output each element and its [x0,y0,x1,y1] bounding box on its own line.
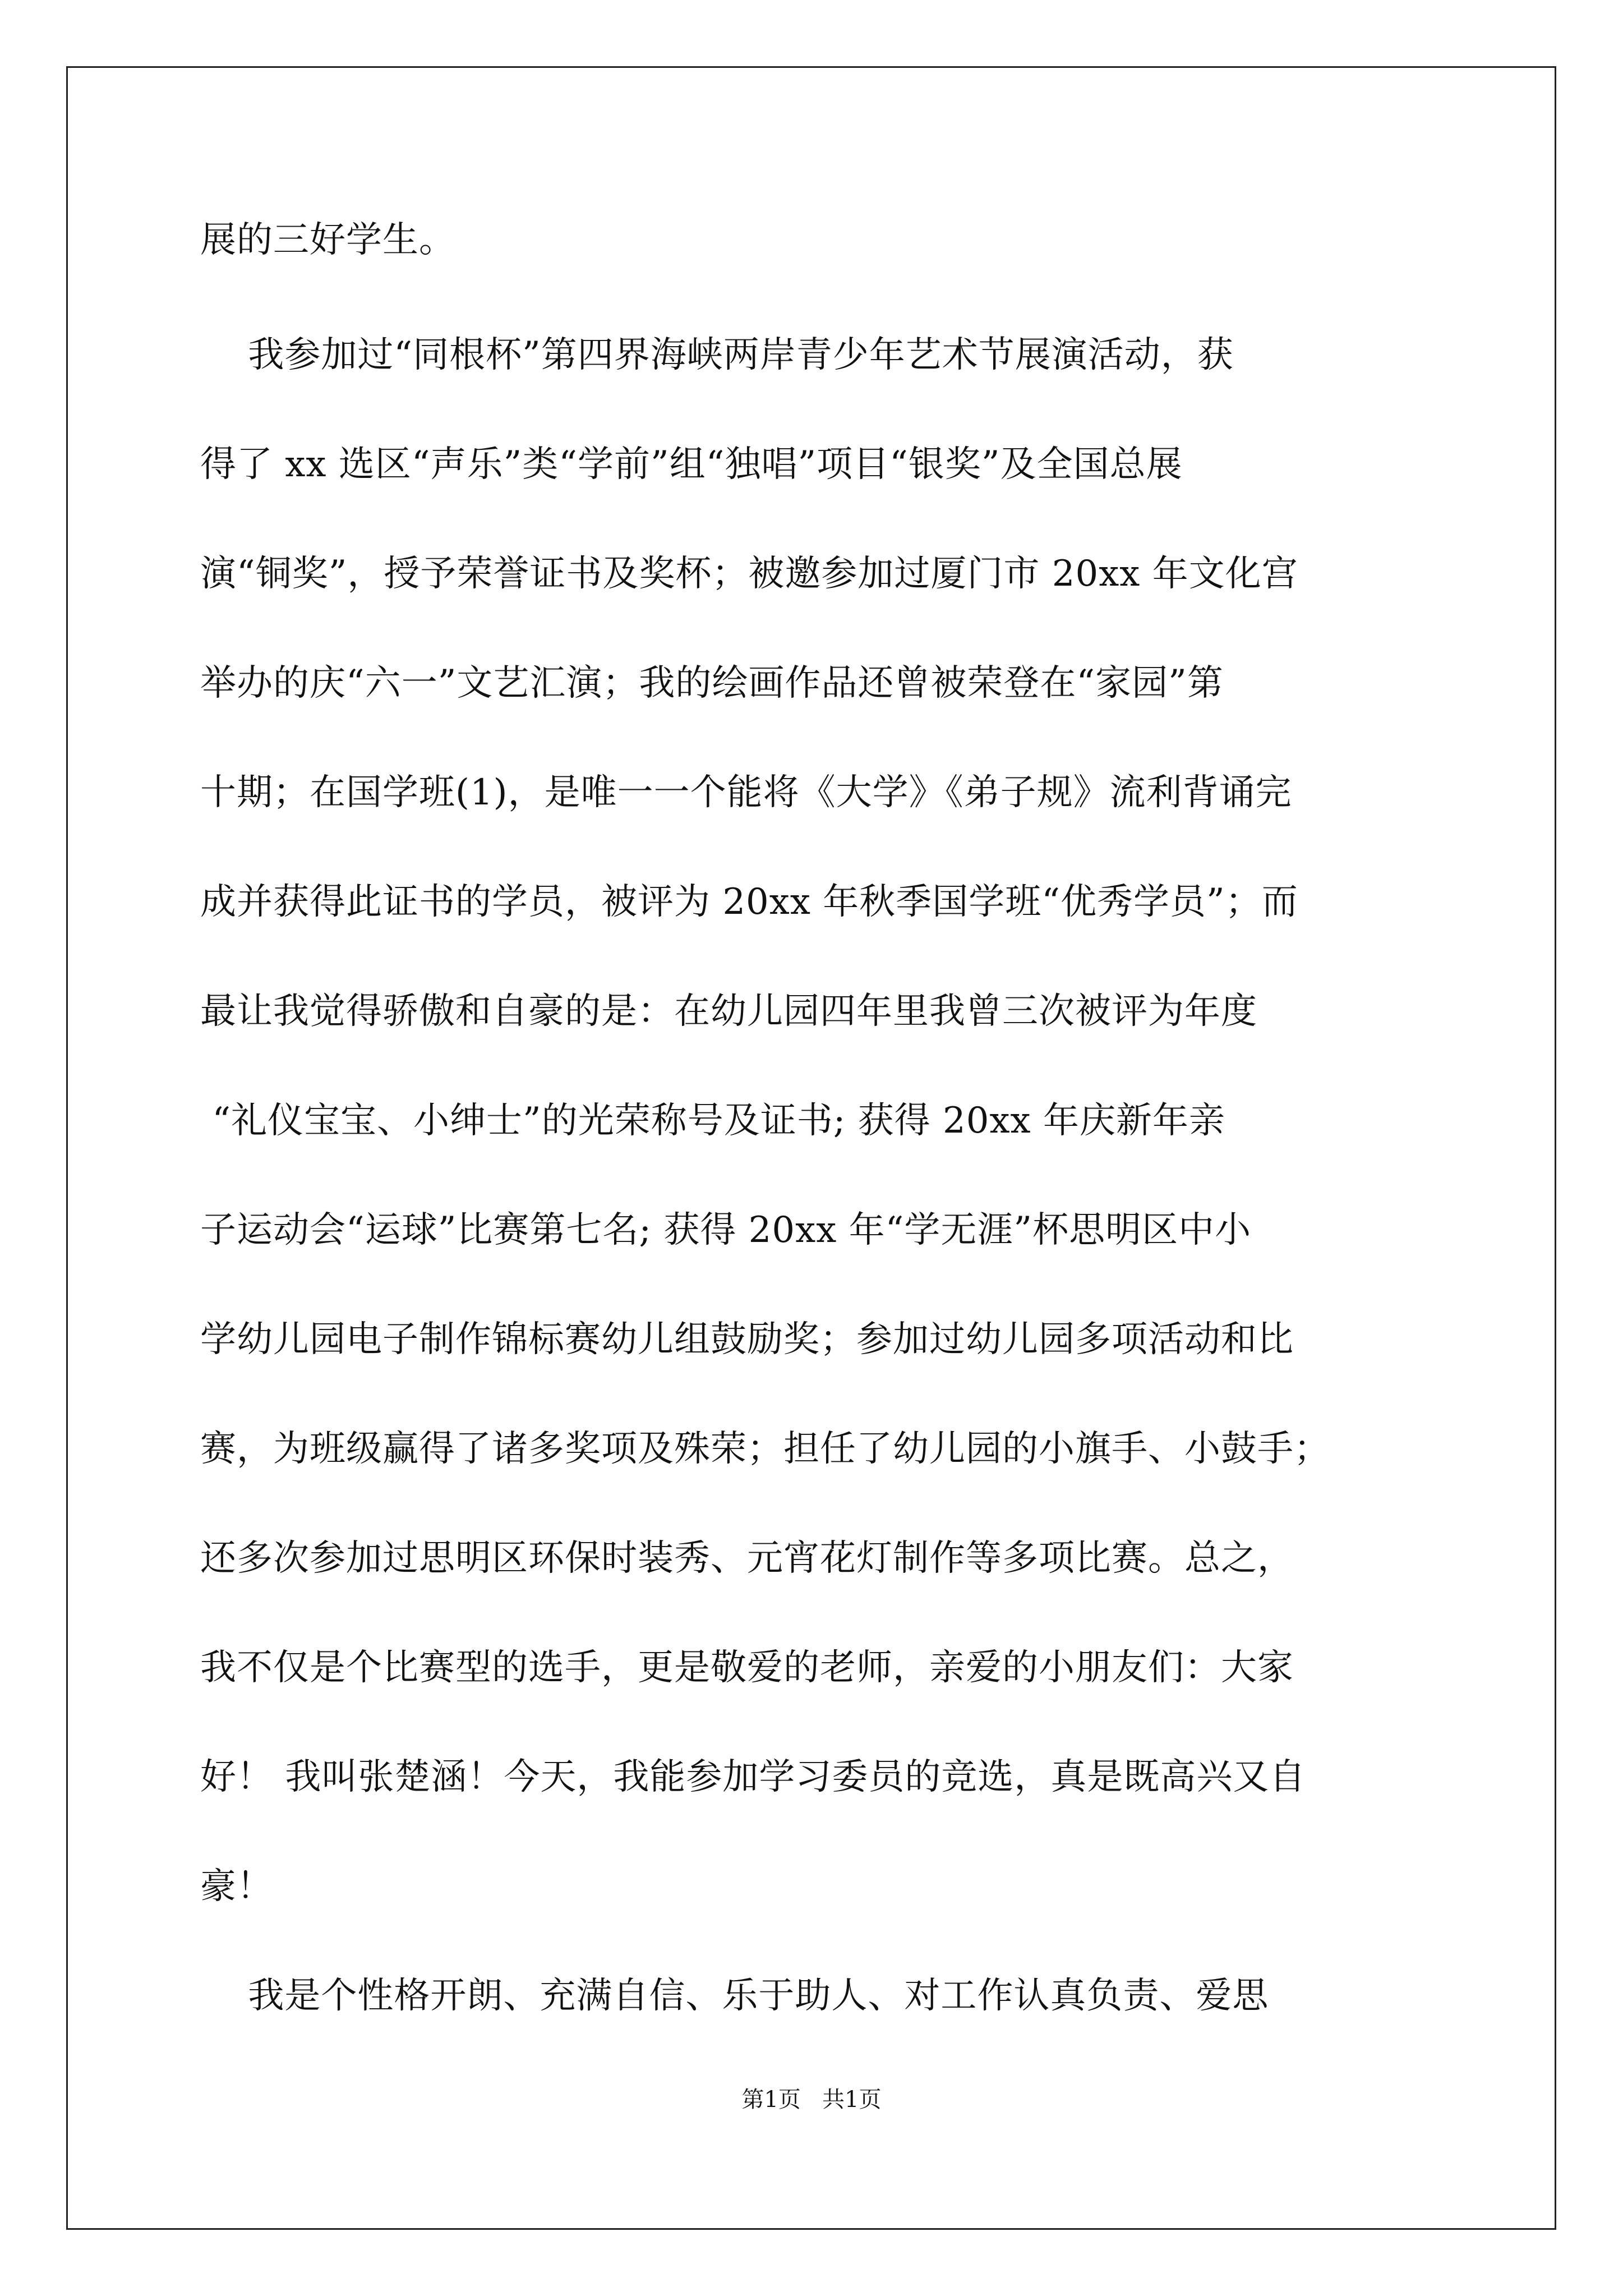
text-line: 赛，为班级赢得了诸多奖项及殊荣；担任了幼儿园的小旗手、小鼓手； [200,1428,1330,1470]
text-line: 学幼儿园电子制作锦标赛幼儿组鼓励奖；参加过幼儿园多项活动和比 [200,1319,1294,1360]
text-line: 十期；在国学班(1)，是唯一一个能将《大学》《弟子规》流利背诵完 [200,772,1292,813]
text-line: 我是个性格开朗、充满自信、乐于助人、对工作认真负责、爱思 [200,1975,1269,2017]
text-line: 最让我觉得骄傲和自豪的是：在幼儿园四年里我曾三次被评为年度 [200,991,1257,1032]
text-line: 成并获得此证书的学员，被评为 20xx 年秋季国学班“优秀学员”；而 [200,881,1298,923]
text-line: 演“铜奖”，授予荣誉证书及奖杯；被邀参加过厦门市 20xx 年文化宫 [200,553,1298,595]
text-line: 子运动会“运球”比赛第七名; 获得 20xx 年“学无涯”杯思明区中小 [200,1209,1252,1251]
page-footer: 第1页 共1页 [741,2087,882,2113]
text-line: “礼仪宝宝、小绅士”的光荣称号及证书; 获得 20xx 年庆新年亲 [200,1100,1225,1142]
text-line: 我不仅是个比赛型的选手，更是敬爱的老师，亲爱的小朋友们：大家 [200,1647,1294,1688]
text-line: 还多次参加过思明区环保时装秀、元宵花灯制作等多项比赛。总之， [200,1538,1294,1579]
page-border [66,66,1556,2230]
text-line: 豪！ [200,1866,273,1907]
text-line: 举办的庆“六一”文艺汇演；我的绘画作品还曾被荣登在“家园”第 [200,662,1224,704]
text-line: 我参加过“同根杯”第四界海峡两岸青少年艺术节展演活动，获 [200,334,1234,376]
text-line: 得了 xx 选区“声乐”类“学前”组“独唱”项目“银奖”及全国总展 [200,444,1183,485]
text-line: 展的三好学生。 [200,219,455,261]
text-line: 好！ 我叫张楚涵！今天，我能参加学习委员的竞选，真是既高兴又自 [200,1756,1306,1798]
